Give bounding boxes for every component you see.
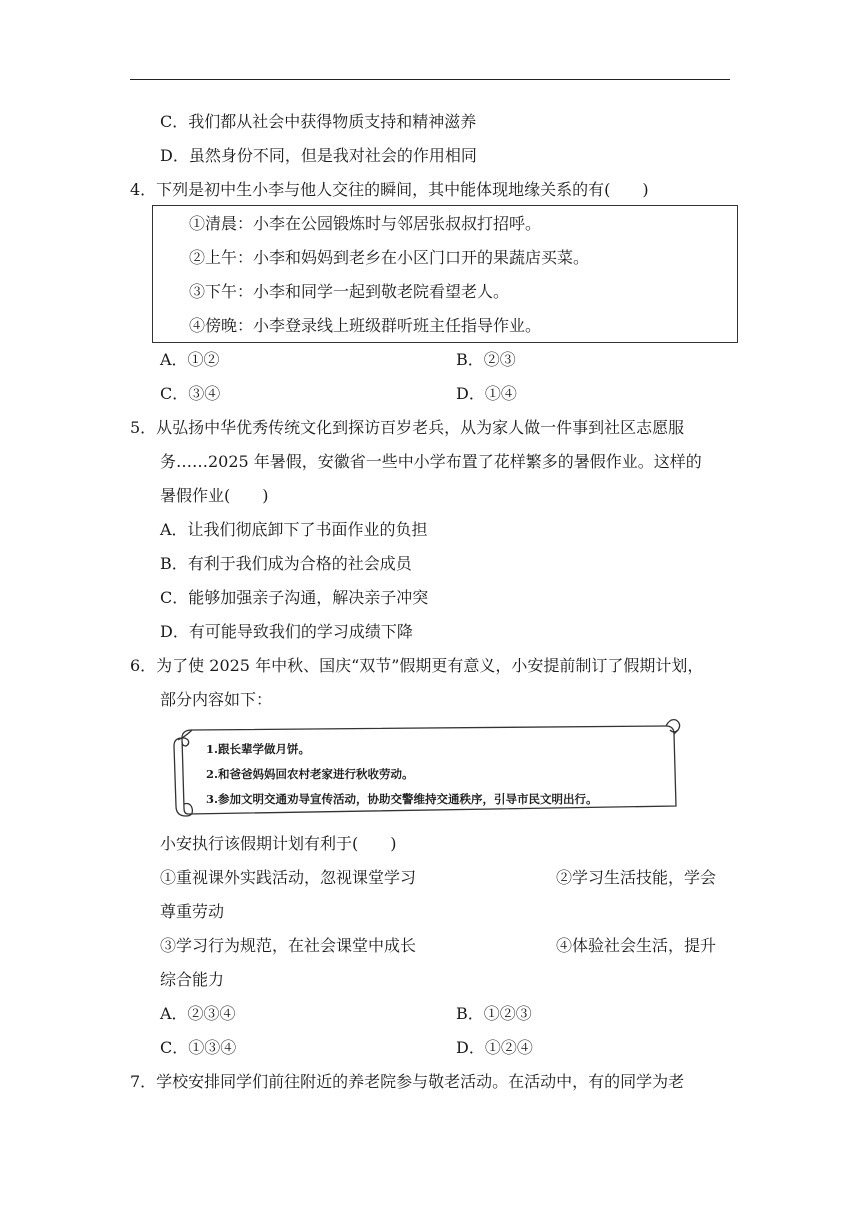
q4-scenario-4: ④傍晚：小李登录线上班级群听班主任指导作业。 bbox=[189, 316, 542, 335]
q6-item-4-cont: 综合能力 bbox=[160, 970, 225, 989]
q7-stem: 7．学校安排同学们前往附近的养老院参与敬老活动。在活动中，有的同学为老 bbox=[130, 1072, 685, 1091]
q5-stem-line-3: 暑假作业( ) bbox=[160, 486, 269, 505]
q6-stem-line-2: 部分内容如下： bbox=[160, 690, 273, 709]
q6-option-d[interactable]: D．①②④ bbox=[456, 1038, 533, 1057]
q6-item-2: ②学习生活技能，学会 bbox=[556, 868, 717, 887]
q6-option-b[interactable]: B．①②③ bbox=[456, 1004, 532, 1023]
q4-stem: 4．下列是初中生小李与他人交往的瞬间，其中能体现地缘关系的有( ) bbox=[130, 180, 649, 199]
q6-item-4: ④体验社会生活，提升 bbox=[556, 936, 717, 955]
q4-option-c[interactable]: C．③④ bbox=[160, 384, 221, 403]
q5-stem-line-2: 务……2025 年暑假，安徽省一些中小学布置了花样繁多的暑假作业。这样的 bbox=[160, 452, 702, 471]
q6-stem-line-1: 6．为了使 2025 年中秋、国庆“双节”假期更有意义，小安提前制订了假期计划， bbox=[130, 656, 704, 675]
q4-scenario-2: ②上午：小李和妈妈到老乡在小区门口开的果蔬店买菜。 bbox=[189, 248, 590, 267]
q5-option-c[interactable]: C．能够加强亲子沟通，解决亲子冲突 bbox=[160, 588, 429, 607]
q5-option-a[interactable]: A．让我们彻底卸下了书面作业的负担 bbox=[160, 520, 428, 539]
q4-option-d[interactable]: D．①④ bbox=[456, 384, 517, 403]
q6-item-3: ③学习行为规范，在社会课堂中成长 bbox=[160, 936, 417, 955]
q3-option-d[interactable]: D．虽然身份不同，但是我对社会的作用相同 bbox=[160, 146, 477, 165]
q6-prompt: 小安执行该假期计划有利于( ) bbox=[160, 834, 397, 853]
plan-item-1: 1.跟长辈学做月饼。 bbox=[206, 742, 311, 756]
q5-option-d[interactable]: D．有可能导致我们的学习成绩下降 bbox=[160, 622, 413, 641]
q4-scenario-3: ③下午：小李和同学一起到敬老院看望老人。 bbox=[189, 282, 510, 301]
q4-scenario-1: ①清晨：小李在公园锻炼时与邻居张叔叔打招呼。 bbox=[189, 214, 542, 233]
q3-option-c[interactable]: C．我们都从社会中获得物质支持和精神滋养 bbox=[160, 112, 477, 131]
q5-stem-line-1: 5．从弘扬中华优秀传统文化到探访百岁老兵，从为家人做一件事到社区志愿服 bbox=[130, 418, 685, 437]
plan-item-3: 3.参加文明交通劝导宣传活动，协助交警维持交通秩序，引导市民文明出行。 bbox=[206, 792, 598, 806]
q6-item-1: ①重视课外实践活动，忽视课堂学习 bbox=[160, 868, 417, 887]
q4-option-a[interactable]: A．①② bbox=[160, 350, 220, 369]
plan-item-2: 2.和爸爸妈妈回农村老家进行秋收劳动。 bbox=[206, 767, 414, 781]
holiday-plan-scroll bbox=[170, 716, 690, 820]
q5-option-b[interactable]: B．有利于我们成为合格的社会成员 bbox=[160, 554, 412, 573]
q6-item-2-cont: 尊重劳动 bbox=[160, 902, 225, 921]
q6-option-a[interactable]: A．②③④ bbox=[160, 1004, 236, 1023]
q6-option-c[interactable]: C．①③④ bbox=[160, 1038, 237, 1057]
q4-option-b[interactable]: B．②③ bbox=[456, 350, 516, 369]
header-rule bbox=[130, 79, 730, 80]
